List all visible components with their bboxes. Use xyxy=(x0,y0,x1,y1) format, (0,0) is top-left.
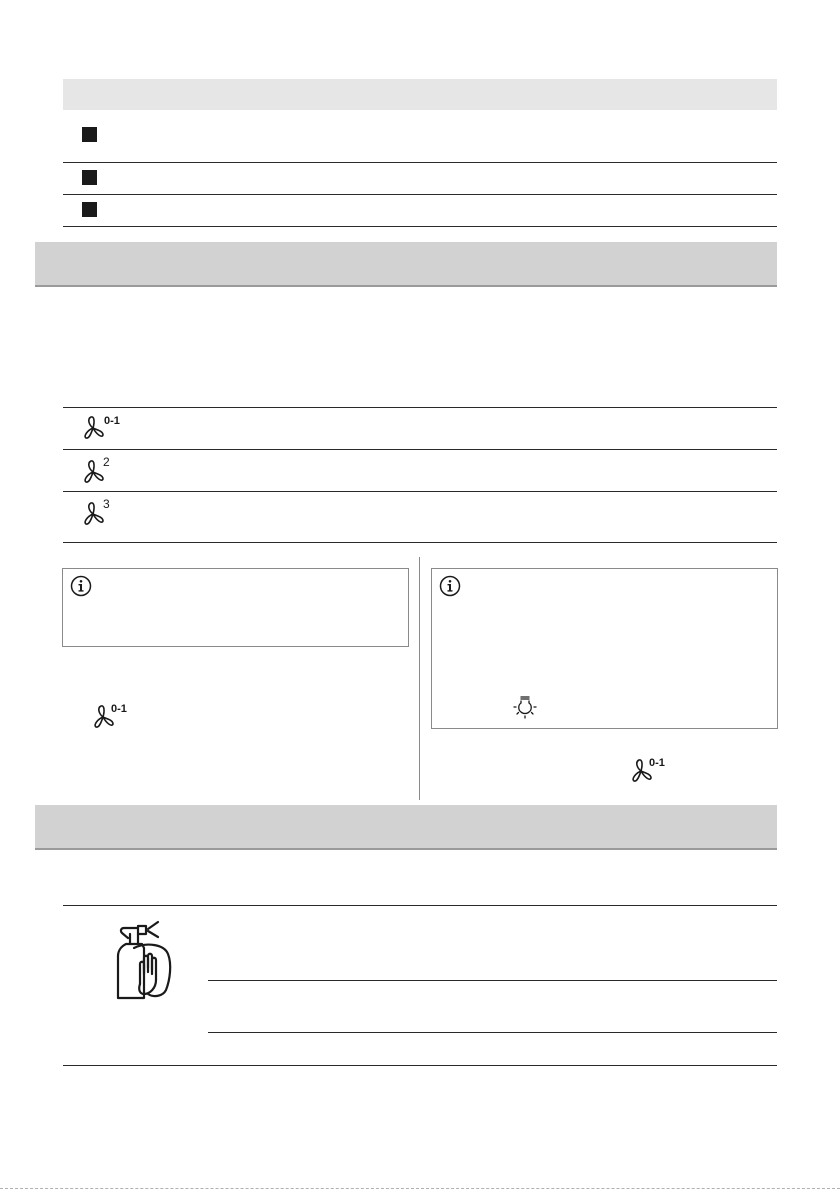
table-header-band xyxy=(63,79,777,110)
fan-table-divider xyxy=(63,407,777,408)
fan-speed-label: 2 xyxy=(103,455,110,469)
column-divider xyxy=(419,557,420,800)
cleaning-table-divider xyxy=(63,905,777,906)
info-note-left xyxy=(62,568,409,647)
fan-speed-label: 0-1 xyxy=(649,757,665,769)
section-heading-bar xyxy=(35,242,777,287)
cleaning-table-divider xyxy=(208,980,777,981)
info-icon xyxy=(70,575,92,597)
fan-speed-label: 3 xyxy=(103,497,110,511)
info-icon xyxy=(439,575,461,597)
fan-speed-label: 0-1 xyxy=(104,415,120,427)
fan-table-divider xyxy=(63,449,777,450)
cleaning-table-divider xyxy=(208,1032,777,1033)
page-edge-dash xyxy=(0,1188,840,1189)
table-divider xyxy=(63,226,777,227)
cleaning-table-divider xyxy=(63,1065,777,1066)
fan-speed-label: 0-1 xyxy=(111,703,127,715)
info-note-right xyxy=(431,568,778,729)
fan-table-divider xyxy=(63,542,777,543)
fan-icon xyxy=(80,414,106,440)
table-divider xyxy=(63,162,777,163)
row-marker-1 xyxy=(82,127,97,142)
spray-and-cloth-icon xyxy=(108,918,174,1004)
light-bulb-icon xyxy=(512,695,538,721)
row-marker-2 xyxy=(82,170,97,185)
table-divider xyxy=(63,194,777,195)
section-heading-bar xyxy=(35,805,777,850)
fan-table-divider xyxy=(63,491,777,492)
row-marker-3 xyxy=(82,202,97,217)
